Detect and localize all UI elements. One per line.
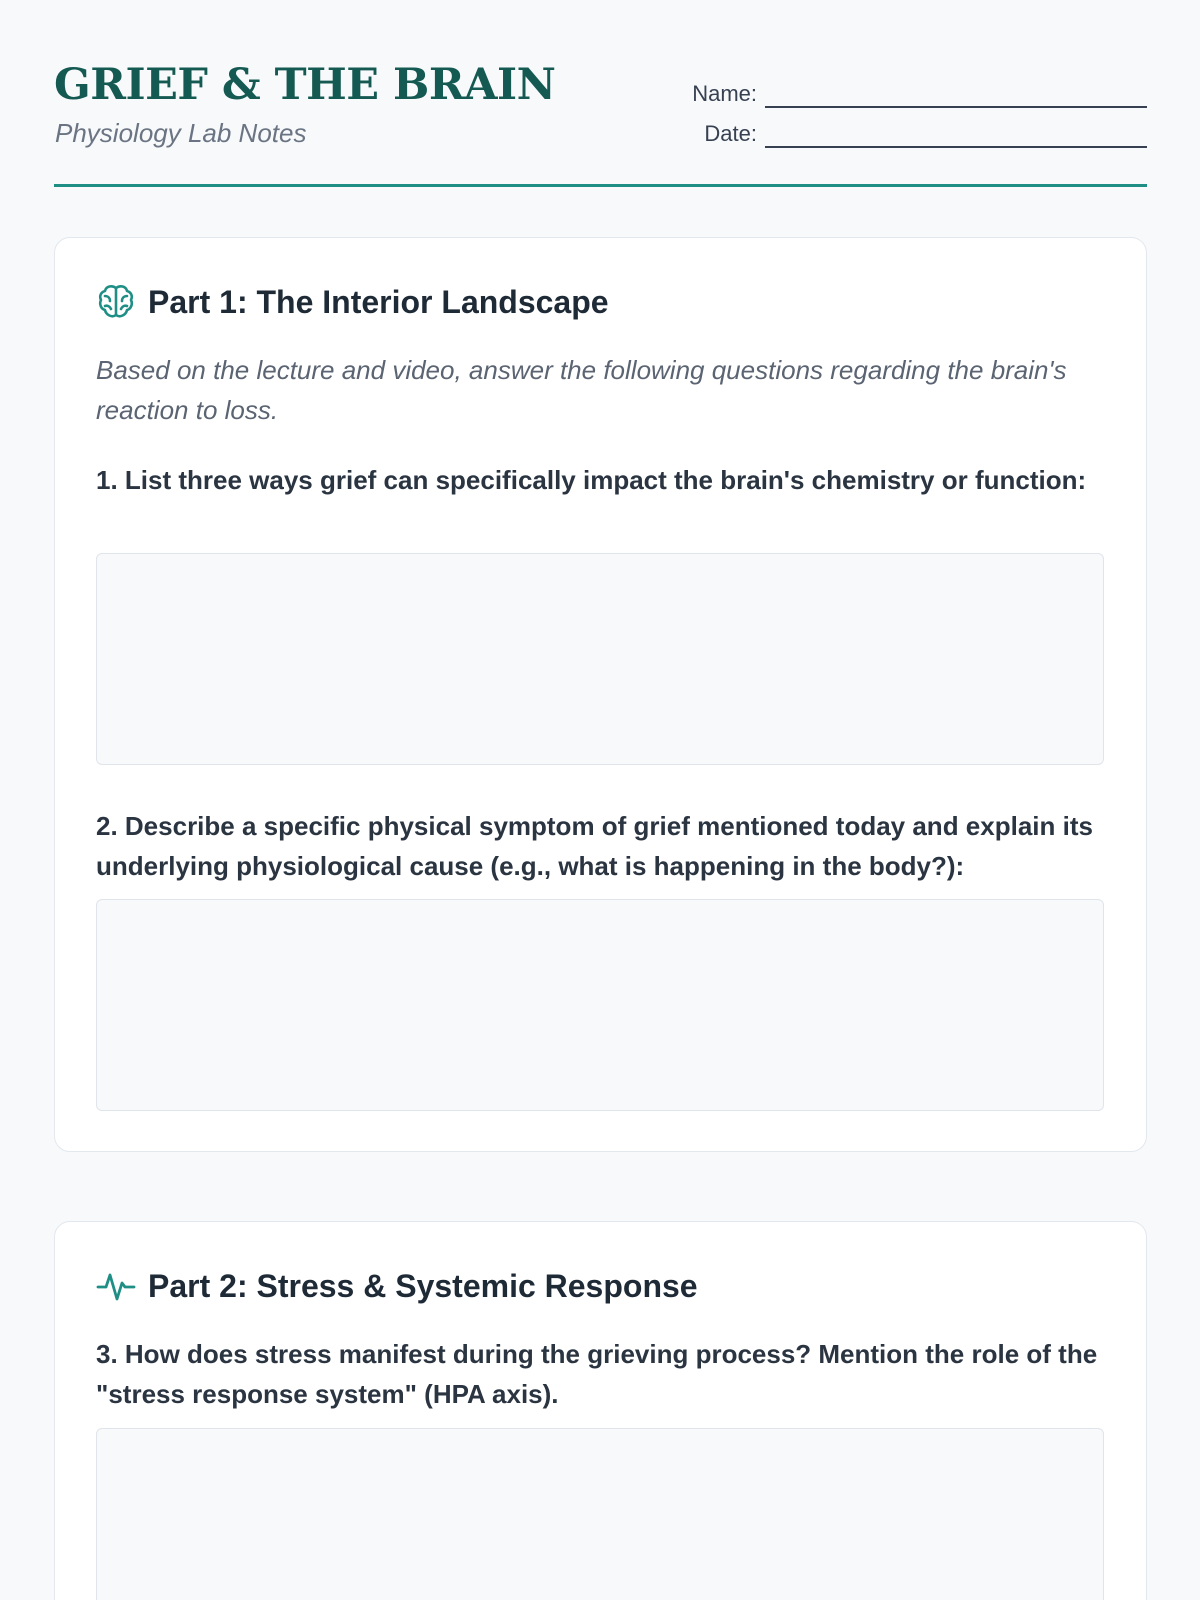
brain-icon [96, 282, 136, 322]
answer-box-3[interactable] [96, 1428, 1104, 1600]
name-label: Name: [692, 81, 757, 106]
part-1-header [96, 276, 609, 328]
name-field[interactable] [765, 80, 1147, 108]
part-1-card [54, 237, 1147, 1152]
part-2-title: Part 2: Stress & Systemic Response [148, 1267, 698, 1304]
answer-box-2[interactable] [96, 899, 1104, 1111]
answer-box-1[interactable] [96, 553, 1104, 765]
question-2: 2. Describe a specific physical symptom of grief mentioned today and explain its underlying physiological cause (e.g., what is happening in the body?): [96, 811, 1093, 881]
date-row [677, 108, 1147, 148]
part-2-card [54, 1221, 1147, 1600]
question-1: 1. List three ways grief can specifically impact the brain's chemistry or function: [96, 465, 1087, 495]
page-subtitle: Physiology Lab Notes [55, 118, 307, 148]
name-row [677, 68, 1147, 108]
part-1-title: Part 1: The Interior Landscape [148, 283, 609, 320]
student-info [677, 68, 1147, 148]
date-field[interactable] [765, 120, 1147, 148]
page-title: GRIEF & THE BRAIN [54, 60, 556, 110]
question-3: 3. How does stress manifest during the grieving process? Mention the role of the "stress response system" (HPA axis). [96, 1339, 1098, 1409]
part-1-instructions: Based on the lecture and video, answer the following questions regarding the brain's reaction to loss. [96, 355, 1067, 425]
date-label: Date: [704, 121, 757, 146]
part-2-header [96, 1260, 698, 1312]
pulse-icon [96, 1266, 136, 1306]
worksheet-header [54, 58, 1147, 187]
